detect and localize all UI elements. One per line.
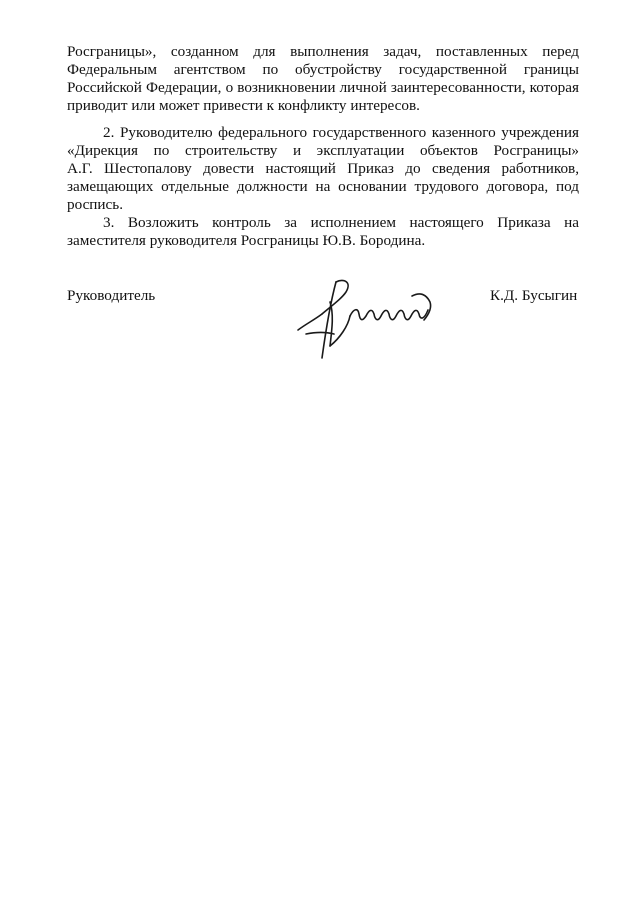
paragraph-2-line-4: замещающих отдельные должности на основании трудового договора, под	[67, 178, 579, 195]
paragraph-1-line-3: Российской Федерации, о возникновении личной заинтересованности, которая	[67, 79, 579, 96]
paragraph-2-line-3: А.Г. Шестопалову довести настоящий Приказ до сведения работников,	[67, 160, 579, 177]
paragraph-3-line-2: заместителя руководителя Росграницы Ю.В. Бородина.	[67, 232, 426, 249]
paragraph-3-line-1: 3. Возложить контроль за исполнением настоящего Приказа на	[103, 214, 579, 231]
signatory-name: К.Д. Бусыгин	[490, 287, 578, 304]
paragraph-1-line-1: Росграницы», созданном для выполнения задач, поставленных перед	[67, 43, 579, 60]
paragraph-1-line-2: Федеральным агентством по обустройству государственной границы	[67, 61, 579, 78]
paragraph-2-line-1: 2. Руководителю федерального государственного казенного учреждения	[103, 124, 579, 141]
handwritten-signature	[292, 274, 442, 366]
paragraph-2-line-2: «Дирекция по строительству и эксплуатации объектов Росграницы»	[67, 142, 579, 159]
signatory-title: Руководитель	[67, 287, 156, 304]
paragraph-1-line-4: приводит или может привести к конфликту интересов.	[67, 97, 420, 114]
paragraph-2-line-5: роспись.	[67, 196, 124, 213]
